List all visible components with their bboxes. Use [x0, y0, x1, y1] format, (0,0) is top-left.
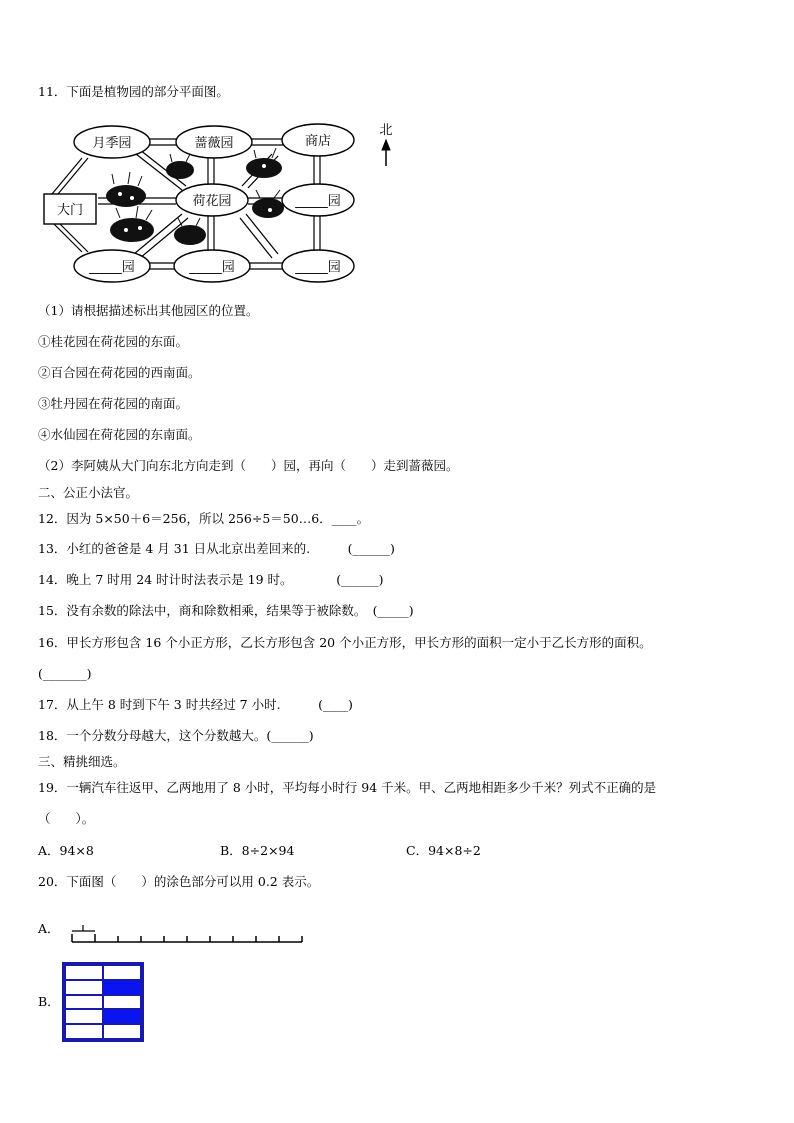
q11-title: 11．下面是植物园的部分平面图。 — [38, 84, 229, 99]
q20: 20．下面图（ ）的涂色部分可以用 0.2 表示。 — [38, 874, 320, 889]
grid-cell — [65, 965, 103, 980]
section-3-heading: 三、精挑细选。 — [38, 754, 126, 769]
label-shangdian: 商店 — [304, 134, 332, 149]
grid-cell-shaded — [103, 1009, 141, 1024]
q14: 14．晚上 7 时用 24 时计时法表示是 19 时。 (______) — [38, 572, 384, 587]
north-label: 北 — [379, 123, 393, 138]
q13: 13．小红的爸爸是 4 月 31 日从北京出差回来的. (______) — [38, 541, 395, 556]
grid-cell — [65, 995, 103, 1010]
q20-option-b-label: B． — [38, 994, 60, 1009]
q16: 16．甲长方形包含 16 个小正方形，乙长方形包含 20 个小正方形，甲长方形的面积一定小于乙长方形的面积。 — [38, 635, 652, 650]
q19-option-c: C．94×8÷2 — [406, 843, 481, 858]
label-sw-blank: _____园 — [89, 260, 135, 275]
q19-option-a: A．94×8 — [38, 843, 94, 858]
q19-answer: （ ）。 — [38, 811, 95, 826]
grid-cell — [103, 995, 141, 1010]
garden-map — [42, 118, 412, 290]
grid-cell-shaded — [103, 980, 141, 995]
q11-part1: （1）请根据描述标出其他园区的位置。 — [38, 303, 259, 318]
label-hehua: 荷花园 — [192, 194, 232, 209]
q16-answer: (_______) — [38, 666, 92, 681]
q11-item-2: ②百合园在荷花园的西南面。 — [38, 365, 201, 380]
grid-cell — [65, 980, 103, 995]
q19-option-b: B．8÷2×94 — [220, 843, 295, 858]
grid-cell — [65, 1024, 103, 1039]
grid-cell — [65, 1009, 103, 1024]
q11-item-1: ①桂花园在荷花园的东面。 — [38, 334, 189, 349]
label-damen: 大门 — [56, 203, 84, 218]
q11-part2: （2）李阿姨从大门向东北方向走到（ ）园，再向（ ）走到蔷薇园。 — [38, 458, 459, 473]
q11-item-3: ③牡丹园在荷花园的南面。 — [38, 396, 189, 411]
q20-option-a-label: A． — [38, 921, 60, 936]
label-east-blank: _____园 — [295, 194, 341, 209]
label-yueji: 月季园 — [92, 136, 132, 151]
label-south-blank: _____园 — [189, 260, 235, 275]
label-se-blank: _____园 — [295, 260, 341, 275]
number-line-figure — [70, 922, 310, 952]
section-2-heading: 二、公正小法官。 — [38, 485, 139, 500]
q12: 12．因为 5×50＋6＝256，所以 256÷5＝50…6．____。 — [38, 511, 370, 526]
q15: 15．没有余数的除法中，商和除数相乘，结果等于被除数。 (_____) — [38, 603, 414, 618]
shaded-grid-figure — [62, 962, 144, 1042]
north-arrow-icon — [382, 140, 390, 166]
grid-cell — [103, 1024, 141, 1039]
q17: 17．从上午 8 时到下午 3 时共经过 7 小时. (____) — [38, 697, 353, 712]
q19: 19．一辆汽车往返甲、乙两地用了 8 小时，平均每小时行 94 千米。甲、乙两地相距多少千米？列式不正确的是 — [38, 780, 657, 795]
q11-item-4: ④水仙园在荷花园的东南面。 — [38, 427, 201, 442]
label-qiangwei: 蔷薇园 — [194, 136, 234, 151]
grid-cell — [103, 965, 141, 980]
q18: 18．一个分数分母越大，这个分数越大。(______) — [38, 728, 314, 743]
